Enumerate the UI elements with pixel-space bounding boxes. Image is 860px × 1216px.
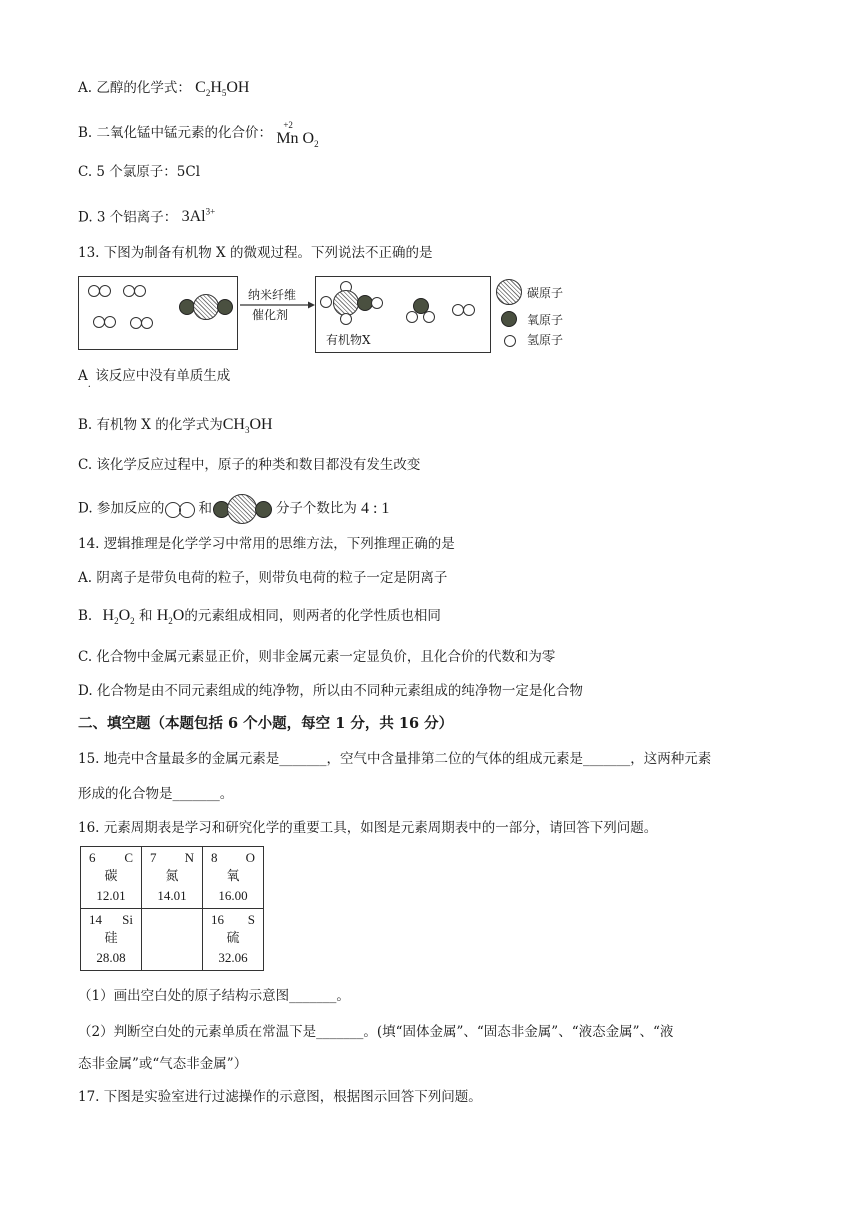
q13-option-d-ratio: 4 : 1 xyxy=(360,499,390,517)
atomic-number: 16 xyxy=(211,912,224,927)
hydrogen-atom xyxy=(463,304,475,316)
q12-option-a-formula: $C_2H_5OH$ xyxy=(195,79,250,99)
q12-option-b-text: B. 二氧化锰中锰元素的化合价： xyxy=(78,125,273,141)
q17-stem: 17. 下图是实验室进行过滤操作的示意图，根据图示回答下列问题。 xyxy=(78,1089,482,1105)
element-cell-silicon xyxy=(81,909,142,971)
q14-option-b xyxy=(78,606,441,631)
q12-option-b-formula: +2 Mn $O_2$ xyxy=(276,124,318,159)
catalyst-label-line1: 纳米纤维 xyxy=(248,288,297,302)
product-label: 有机物X xyxy=(326,333,371,347)
q12-option-a-text: A. 乙醇的化学式： xyxy=(78,80,191,96)
q12-option-b-valence: +2 xyxy=(283,120,293,130)
atomic-mass: 28.08 xyxy=(96,950,126,965)
legend-carbon-label: 碳原子 xyxy=(527,286,564,300)
atomic-mass: 32.06 xyxy=(218,950,248,965)
element-name: 硅 xyxy=(104,931,118,946)
section2-heading: 二、填空题（本题包括 6 个小题，每空 1 分，共 16 分） xyxy=(78,715,454,732)
element-name: 硫 xyxy=(226,931,240,946)
oxygen-atom xyxy=(217,299,233,315)
carbon-atom xyxy=(193,294,219,320)
element-symbol: O xyxy=(245,850,255,865)
element-symbol: N xyxy=(184,850,194,865)
hydrogen-atom xyxy=(406,311,418,323)
atomic-mass: 14.01 xyxy=(157,888,187,903)
q13-option-a xyxy=(78,366,231,393)
oxygen-atom-legend xyxy=(501,311,517,327)
element-cell-blank xyxy=(142,909,203,971)
q13-option-b xyxy=(78,415,273,440)
element-name: 氮 xyxy=(165,869,179,884)
atomic-number: 8 xyxy=(211,850,218,865)
q14-option-d: D. 化合物是由不同元素组成的纯净物，所以由不同种元素组成的纯净物一定是化合物 xyxy=(78,683,583,699)
hydrogen-atom xyxy=(423,311,435,323)
atomic-mass: 16.00 xyxy=(218,888,248,903)
q12-option-b xyxy=(78,118,319,153)
atomic-number: 7 xyxy=(150,850,157,865)
catalyst-label-line2: 催化剂 xyxy=(252,308,289,322)
element-name: 氧 xyxy=(226,869,240,884)
element-cell-oxygen xyxy=(203,847,264,909)
q13-option-d-mid: 和 xyxy=(198,500,212,517)
q13-option-d-suffix: 分子个数比为 xyxy=(275,500,357,517)
q13-option-d-prefix: D. 参加反应的 xyxy=(78,500,165,517)
h2-molecule-icon xyxy=(164,500,198,518)
hydrogen-atom-legend xyxy=(504,335,516,347)
q14-h2o2-formula: $H_2O_2$ xyxy=(102,607,135,627)
element-symbol: C xyxy=(124,850,133,865)
q12-option-d-formula: $3Al^{3+}$ xyxy=(181,207,216,226)
co2-molecule-icon xyxy=(212,494,276,524)
q14-option-c: C. 化合物中金属元素显正价，则非金属元素一定显负价，且化合价的代数和为零 xyxy=(78,649,556,665)
hydrogen-atom xyxy=(104,316,116,328)
q13-option-a-text: 该反应中没有单质生成 xyxy=(95,368,231,384)
hydrogen-atom xyxy=(99,285,111,297)
q13-option-c: C. 该化学反应过程中，原子的种类和数目都没有发生改变 xyxy=(78,457,421,473)
atomic-number: 6 xyxy=(89,850,96,865)
q16-sub2-line1: （2）判断空白处的元素单质在常温下是_______。(填“固体金属”、“固态非金属”、“液态金属”、“液 xyxy=(78,1024,674,1040)
atomic-mass: 12.01 xyxy=(96,888,126,903)
element-cell-carbon xyxy=(81,847,142,909)
periodic-table-row xyxy=(81,847,264,909)
q15-line2: 形成的化合物是_______。 xyxy=(78,786,234,802)
carbon-atom-legend xyxy=(496,279,522,305)
periodic-table-excerpt xyxy=(80,846,264,971)
q13-option-a-dot: · xyxy=(87,382,91,393)
q14-h2o-formula: $H_2O$ xyxy=(156,607,185,627)
q12-option-d xyxy=(78,202,215,227)
q12-option-a xyxy=(78,78,249,103)
q16-stem: 16. 元素周期表是学习和研究化学的重要工具，如图是元素周期表中的一部分，请回答下列问题。 xyxy=(78,820,658,836)
q16-sub1: （1）画出空白处的原子结构示意图_______。 xyxy=(78,988,350,1004)
q13-option-d xyxy=(78,494,389,524)
reaction-arrow-icon xyxy=(238,300,316,310)
periodic-table-row xyxy=(81,909,264,971)
q14-option-b-mid1: 和 xyxy=(138,608,153,624)
q14-stem: 14. 逻辑推理是化学学习中常用的思维方法，下列推理正确的是 xyxy=(78,536,455,552)
element-symbol: Si xyxy=(122,912,133,927)
hydrogen-atom xyxy=(134,285,146,297)
hydrogen-atom xyxy=(371,297,383,309)
legend-oxygen-label: 氧原子 xyxy=(527,313,564,327)
hydrogen-atom xyxy=(340,313,352,325)
legend-hydrogen-label: 氢原子 xyxy=(527,333,564,347)
q13-option-a-letter: A xyxy=(78,368,88,384)
q13-option-b-text: B. 有机物 X 的化学式为 xyxy=(78,417,223,433)
element-cell-nitrogen xyxy=(142,847,203,909)
q14-option-b-prefix: B. xyxy=(78,608,93,624)
q14-option-b-mid2: 的元素组成相同，则两者的化学性质也相同 xyxy=(184,608,441,624)
q13-option-b-formula: $CH_3OH$ xyxy=(222,416,273,436)
element-symbol: S xyxy=(247,912,255,927)
element-cell-sulfur xyxy=(203,909,264,971)
atomic-number: 14 xyxy=(89,912,102,927)
q16-sub2-line2: 态非金属”或“气态非金属”） xyxy=(78,1056,248,1072)
q13-stem: 13. 下图为制备有机物 X 的微观过程。下列说法不正确的是 xyxy=(78,245,433,261)
hydrogen-atom xyxy=(320,296,332,308)
q14-option-a: A. 阴离子是带负电荷的粒子，则带负电荷的粒子一定是阴离子 xyxy=(78,570,448,586)
q12-option-c: C. 5 个氯原子：5Cl xyxy=(78,164,201,180)
element-name: 碳 xyxy=(104,869,118,884)
hydrogen-atom xyxy=(141,317,153,329)
q15-line1: 15. 地壳中含量最多的金属元素是_______，空气中含量排第二位的气体的组成元素是_______，这两种元素 xyxy=(78,751,712,767)
q12-option-d-text: D. 3 个铝离子： xyxy=(78,209,178,226)
